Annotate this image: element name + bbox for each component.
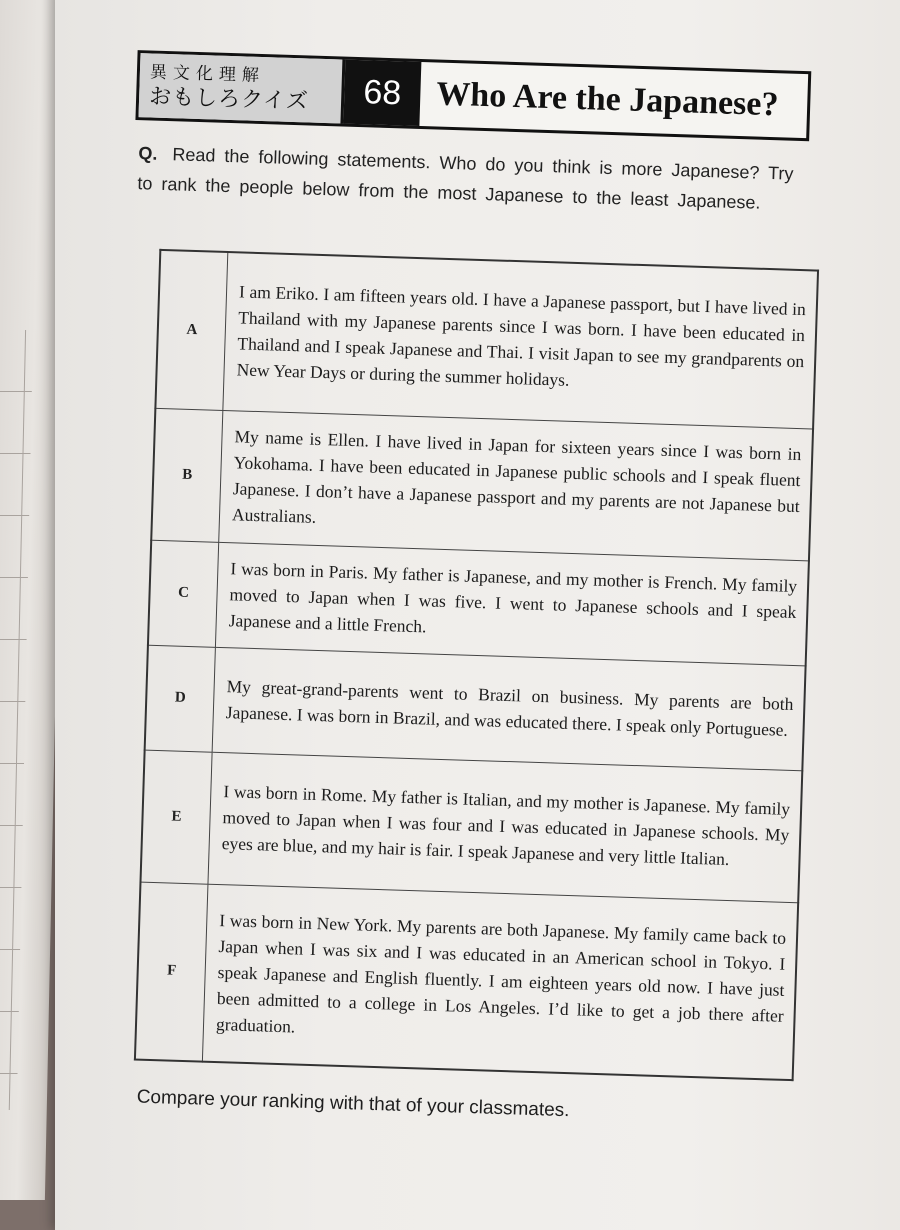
footer-instruction: Compare your ranking with that of your classmates. [136,1086,570,1122]
row-letter: C [148,540,219,647]
row-statement: I was born in Rome. My father is Italian, and my mother is Japanese. My family moved to Japan when I was four and I was educated in Japanese schools. My eyes are blue, and my hair is fair. I speak Japanese and very little Italian. [208,752,802,902]
table-row [148,540,809,666]
row-letter: D [145,645,216,752]
table-row [155,250,818,429]
header-category-line1: 異文化理解 [149,62,266,86]
row-letter: A [155,250,227,410]
lesson-header [135,50,811,141]
table-row [145,645,806,771]
header-category-line2: おもしろクイズ [148,83,310,114]
lesson-title: Who Are the Japanese? [435,75,780,124]
lesson-number: 68 [343,60,421,126]
row-letter: B [151,408,223,542]
question-text: Read the following statements. Who do you think is more Japanese? Try to rank the people below from the most Japanese to the least Japanese. [137,144,794,213]
table-row [135,882,798,1081]
table-row [151,408,813,561]
page-content [20,0,900,1215]
book-page [55,0,900,1230]
row-statement: My great-grand-parents went to Brazil on business. My parents are both Japanese. I was born in Brazil, and was educated there. I speak only Portuguese. [212,647,806,770]
question-marker: Q. [138,143,158,164]
row-statement: My name is Ellen. I have lived in Japan for sixteen years since I was born in Yokohama. I have been educated in Japanese public schools and I speak fluent Japanese. I don’t have a Japanese passport and my parents are not Japanese but Australians. [219,410,813,560]
header-category [139,53,346,123]
question-block [137,138,803,219]
row-letter: E [141,750,213,884]
row-statement: I was born in New York. My parents are both Japanese. My family came back to Japan when I was six and I was educated in an American school in Tokyo. I speak Japanese and English fluently. I am eighteen years old now. I have just been admitted to a college in Los Angeles. I’d like to get a job there after graduation. [202,884,798,1080]
table-row [141,750,803,903]
statements-table [134,249,819,1081]
row-statement: I am Eriko. I am fifteen years old. I have a Japanese passport, but I have lived in Thailand with my Japanese parents since I was born. I have been educated in Thailand and I speak Japanese and Thai. I visit Japan to see my grandparents on New Year Days or during the summer holidays. [223,252,818,428]
row-letter: F [135,882,208,1062]
row-statement: I was born in Paris. My father is Japanese, and my mother is French. My family moved to Japan when I was five. I went to Japanese schools and I speak Japanese and a little French. [215,542,809,665]
